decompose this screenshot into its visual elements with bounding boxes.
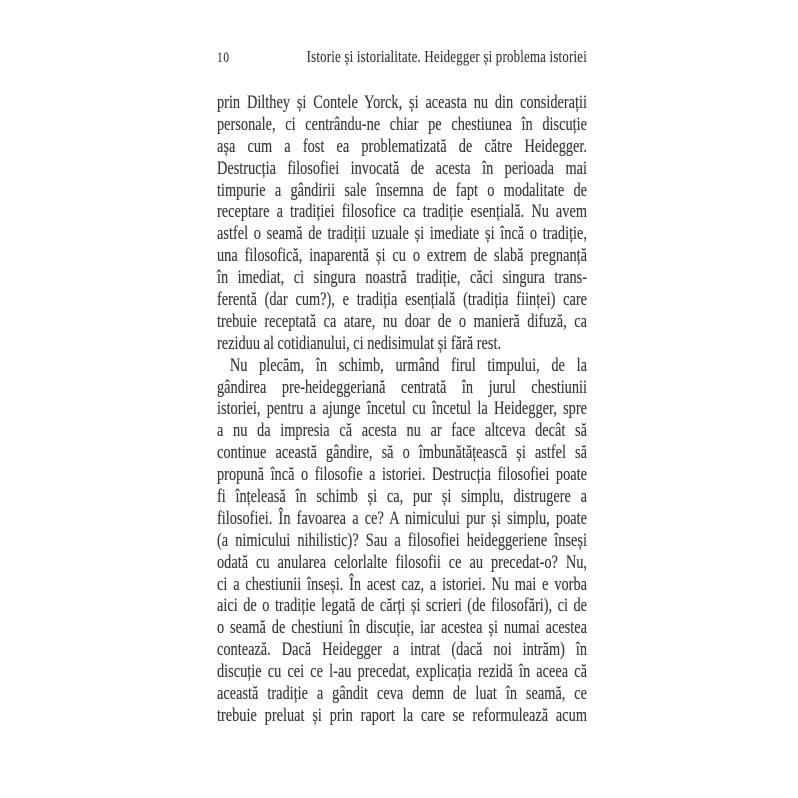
text-line: receptare a tradiției filosofice ca tradiție esențială. Nu avem xyxy=(217,201,587,223)
text-line: odată cu anularea celorlalte filosofii ce au precedat-o? Nu, xyxy=(217,551,587,573)
text-line: o seamă de chestiuni în discuție, iar acestea și numai acestea xyxy=(217,617,587,639)
text-line: aici de o tradiție legată de cărți și scrieri (de filosofări), ci de xyxy=(217,595,587,617)
text-line: fi înțeleasă în schimb și ca, pur și simplu, distrugere a xyxy=(217,486,587,508)
text-line: prin Dilthey și Contele Yorck, și aceasta nu din considerații xyxy=(217,92,587,113)
text-line: trebuie receptată ca atare, nu doar de o manieră difuză, ca xyxy=(217,310,587,332)
text-line: istoriei, pentru a ajunge încetul cu încetul la Heidegger, spre xyxy=(217,398,587,420)
text-line: ferentă (dar cum?), e tradiția esențială (tradiția ființei) care xyxy=(217,289,587,311)
text-line: a nu da impresia că acesta nu ar face altceva decât să xyxy=(217,420,587,442)
text-line: continue această gândire, să o îmbunătățească și astfel să xyxy=(217,442,587,464)
text-line: această tradiție a gândit ceva demn de luat în seamă, ce xyxy=(217,683,587,705)
text-line: personale, ci centrându-ne chiar pe chestiunea în discuție xyxy=(217,113,587,135)
text-line: în imediat, ci singura noastră tradiție, căci singura trans- xyxy=(217,267,587,289)
running-head: Istorie și istorialitate. Heidegger și problema istoriei xyxy=(306,47,587,66)
text-line: (a nimicului nihilistic)? Sau a filosofiei heideggeriene înseși xyxy=(217,529,587,551)
text-line: trebuie preluat și prin raport la care se reformulează acum xyxy=(217,704,587,726)
text-line: discuție cu cei ce l-au precedat, explicația rezidă în aceea că xyxy=(217,661,587,683)
text-line: Destrucția filosofiei invocată de acesta în perioada mai xyxy=(217,157,587,179)
paragraph xyxy=(217,355,587,727)
text-line: timpurie a gândirii sale însemna de fapt o modalitate de xyxy=(217,179,587,201)
text-line: filosofiei. În favoarea a ce? A nimicului pur și simplu, poate xyxy=(217,507,587,529)
text-line: contează. Dacă Heidegger a intrat (dacă noi intrăm) în xyxy=(217,639,587,661)
text-line: gândirea pre-heideggeriană centrată în jurul chestiunii xyxy=(217,376,587,398)
text-line: astfel o seamă de tradiții uzuale și imediate și încă o tradiție, xyxy=(217,223,587,245)
text-line: Nu plecăm, în schimb, urmând firul timpului, de la xyxy=(229,354,587,376)
text-line: așa cum a fost ea problematizată de către Heidegger. xyxy=(217,135,587,157)
text-line: propună încă o filosofie a istoriei. Destrucția filosofiei poate xyxy=(217,464,587,486)
text-line: una filosofică, inaparentă și cu o extrem de slabă pregnanță xyxy=(217,245,587,267)
text-line: ci a chestiunii înseși. În acest caz, a istoriei. Nu mai e vorba xyxy=(217,573,587,595)
body-text xyxy=(217,92,587,727)
paragraph xyxy=(217,92,587,355)
text-line: reziduu al cotidianului, ci nedisimulat și fără rest. xyxy=(217,332,502,354)
page-header xyxy=(217,47,587,67)
page-number: 10 xyxy=(217,50,230,66)
